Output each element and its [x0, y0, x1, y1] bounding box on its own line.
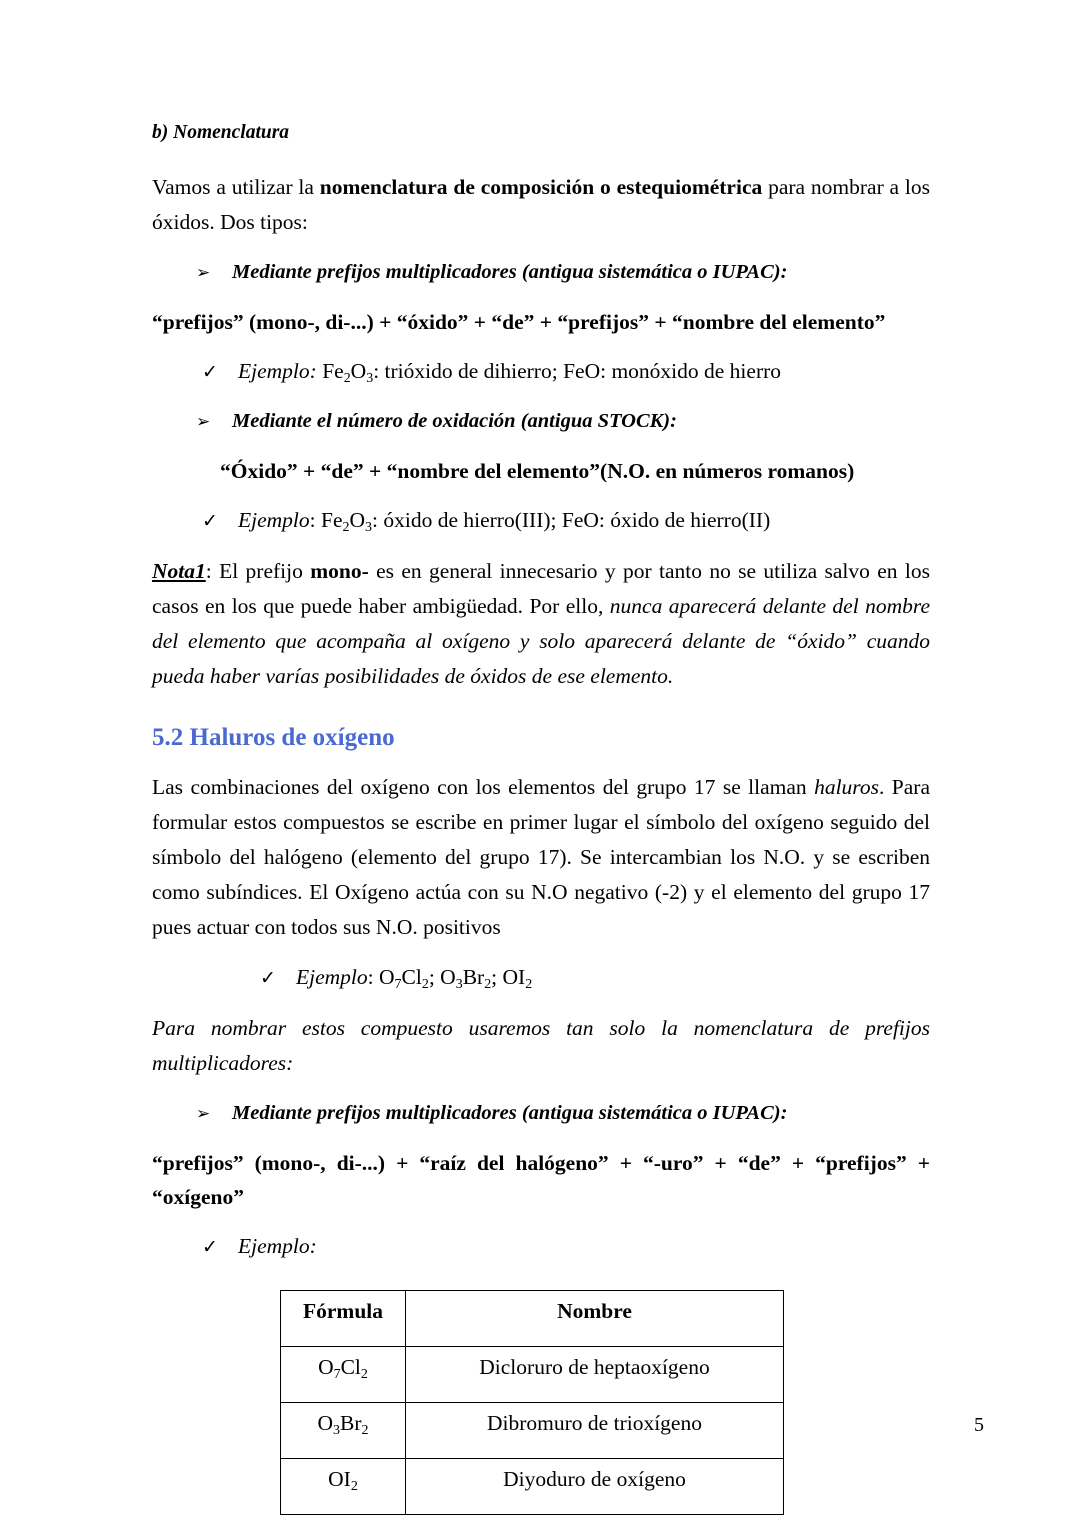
nota-label: Nota1 — [152, 559, 206, 583]
example-item-oxido-stock — [152, 504, 930, 538]
table-header-row — [281, 1291, 784, 1347]
table-cell-nombre: Dibromuro de trioxígeno — [406, 1403, 784, 1459]
paragraph-nota1 — [152, 554, 930, 694]
paragraph-nombrar-compuestos: Para nombrar estos compuesto usaremos tan solo la nomenclatura de prefijos multiplicadores: — [152, 1016, 930, 1075]
bullet-item-prefijos-haluros — [152, 1097, 930, 1130]
bullet-label-prefijos-multiplicadores: Mediante prefijos multiplicadores (antigua sistemática o IUPAC): — [232, 261, 788, 283]
table-row — [281, 1403, 784, 1459]
paragraph-haluros-intro — [152, 770, 930, 945]
example-label-1: Ejemplo: — [238, 359, 317, 383]
check-bullet-icon: ✓ — [202, 1237, 218, 1258]
table-cell-nombre: Diyoduro de oxígeno — [406, 1459, 784, 1515]
example-label-haluros: Ejemplo — [296, 965, 368, 989]
bullet-item-prefijos-multiplicadores — [152, 256, 930, 289]
bullet-label-prefijos-haluros: Mediante prefijos multiplicadores (antigua sistemática o IUPAC): — [232, 1102, 788, 1124]
example-text-oxido-stock — [238, 504, 930, 536]
example-label-tabla: Ejemplo: — [238, 1234, 317, 1258]
example-item-oxido-prefijos — [152, 355, 930, 389]
check-bullet-icon: ✓ — [202, 511, 218, 532]
example-text-haluros-formulas — [296, 961, 930, 993]
example-rest-2: : óxido de hierro(III); FeO: óxido de hierro(II) — [372, 508, 771, 532]
nota-text-part2: es en general innecesario y por tanto no se utiliza salvo en los casos en los que puede haber ambigüedad. Por ello, — [152, 559, 930, 618]
page-content — [152, 118, 930, 1515]
table-cell-formula: $O_3Br_2$ — [281, 1403, 406, 1459]
example-text-oxido-prefijos — [238, 355, 930, 387]
section-heading-haluros: 5.2 Haluros de oxígeno — [152, 724, 395, 751]
table-cell-nombre: Dicloruro de heptaoxígeno — [406, 1347, 784, 1403]
bullet-item-numero-oxidacion — [152, 405, 930, 438]
pattern-line-oxido: “prefijos” (mono-, di-...) + “óxido” + “de” + “prefijos” + “nombre del elemento” — [152, 310, 886, 334]
example-item-tabla-label — [152, 1230, 930, 1264]
page-number: 5 — [974, 1414, 984, 1436]
check-bullet-icon: ✓ — [202, 362, 218, 383]
arrow-bullet-icon: ➢ — [196, 263, 211, 282]
haluros-text-italic: haluros — [814, 775, 879, 799]
nota-text-bold: mono- — [310, 559, 369, 583]
intro-text-bold: nomenclatura de composición o estequiométrica — [319, 175, 763, 199]
arrow-bullet-icon: ➢ — [196, 1104, 211, 1123]
example-rest-1: : trióxido de dihierro; FeO: monóxido de hierro — [373, 359, 782, 383]
formula-list-haluros: : $O_7Cl_2$; $O_3Br_2$; $OI_2$ — [367, 965, 533, 992]
formula-fe2o3-inline-1: $Fe_2O_3$ — [322, 359, 374, 386]
table-row — [281, 1347, 784, 1403]
intro-text-part2: para nombrar a los óxidos. Dos tipos: — [152, 175, 931, 234]
pattern-line-stock: “Óxido” + “de” + “nombre del elemento”(N.O. en números romanos) — [220, 459, 855, 483]
check-bullet-icon: ✓ — [260, 968, 276, 989]
table-cell-formula: $OI_2$ — [281, 1459, 406, 1515]
haluros-text-part1: Las combinaciones del oxígeno con los elementos del grupo 17 se llaman — [152, 775, 815, 799]
paragraph-intro-nomenclatura — [152, 170, 930, 240]
bullet-label-numero-oxidacion: Mediante el número de oxidación (antigua STOCK): — [232, 410, 677, 432]
table-header-formula: Fórmula — [281, 1291, 406, 1347]
table-header-nombre: Nombre — [406, 1291, 784, 1347]
nota-text-italic: nunca aparecerá delante del nombre del elemento que acompaña al oxígeno y solo aparecerá delante de “óxido” cuando pueda haber varías posibilidades de óxidos de ese elemento. — [152, 594, 930, 688]
nota-text-part1: : El prefijo — [205, 559, 311, 583]
arrow-bullet-icon: ➢ — [196, 412, 211, 431]
example-item-haluros-formulas — [152, 961, 930, 995]
haluros-text-part2: . Para formular estos compuestos se escribe en primer lugar el símbolo del oxígeno seguido del símbolo del halógeno (elemento del grupo 17). Se intercambian los N.O. y se escriben como subíndices. El Oxígeno actúa con su N.O negativo (-2) y el elemento del grupo 17 pues actuar con todos sus N.O. positivos — [152, 775, 930, 939]
table-cell-formula: $O_7Cl_2$ — [281, 1347, 406, 1403]
pattern-line-haluros: “prefijos” (mono-, di-...) + “raíz del halógeno” + “-uro” + “de” + “prefijos” + “oxígeno” — [152, 1151, 930, 1209]
intro-text-part1: Vamos a utilizar la — [152, 175, 320, 199]
table-container — [152, 1290, 930, 1515]
subsection-heading-nomenclatura: b) Nomenclatura — [152, 122, 290, 143]
formula-fe2o3-inline-2: : $Fe_2O_3$ — [309, 508, 373, 535]
formula-name-table — [280, 1290, 784, 1515]
table-row — [281, 1459, 784, 1515]
example-label-2: Ejemplo — [238, 508, 310, 532]
